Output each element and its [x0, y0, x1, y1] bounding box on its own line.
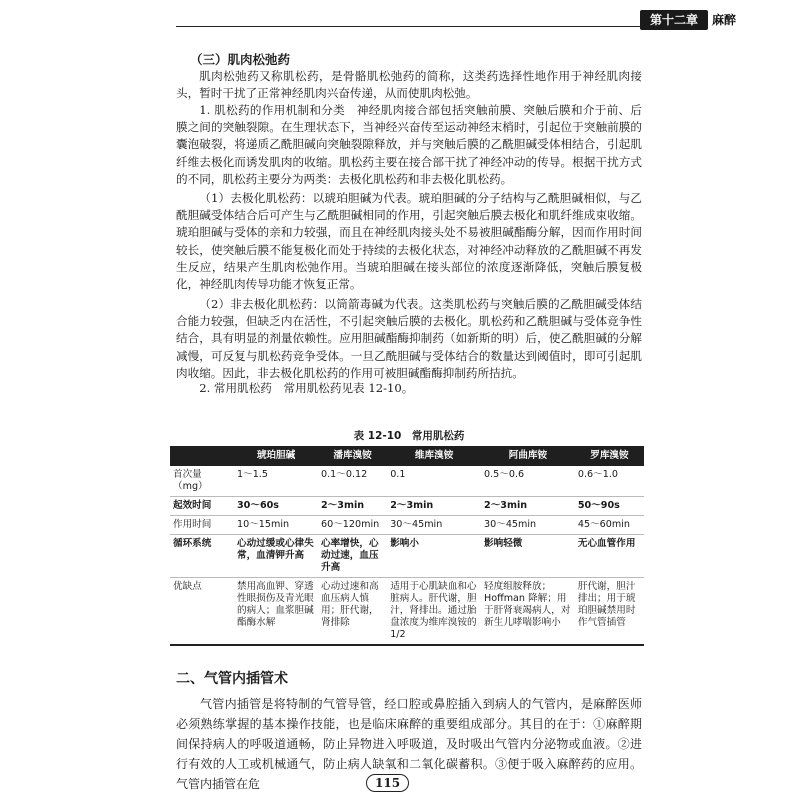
table-cell: 30～45min	[481, 516, 575, 535]
table-row	[170, 497, 644, 516]
row-label: 作用时间	[170, 516, 234, 535]
table-header-cell: 罗库溴铵	[575, 446, 644, 466]
table-cell: 45～60min	[575, 516, 644, 535]
table-cell: 0.6～1.0	[575, 466, 644, 497]
table-cell: 心率增快，心动过速，血压升高	[318, 535, 387, 578]
table-row	[170, 535, 644, 578]
section-title: （三）肌肉松弛药	[190, 52, 291, 67]
intubation-heading: 二、气管内插管术	[176, 671, 288, 687]
table-row	[170, 516, 644, 535]
table-cell: 50～90s	[575, 497, 644, 516]
table-row	[170, 466, 644, 497]
table-cell: 轻度组胺释放；Hoffman 降解；用于肝肾衰竭病人，对新生儿哮喘影响小	[481, 578, 575, 646]
row-label: 循环系统	[170, 535, 234, 578]
intubation-paragraph: 气管内插管是将特制的气管导管，经口腔或鼻腔插入到病人的气管内，是麻醉医师必须熟练掌握的基本操作技能，也是临床麻醉的重要组成部分。其目的在于：①麻醉期间保持病人的呼吸道通畅，防止异物进入呼吸道，及时吸出气管内分泌物或血液。②进行有效的人工或机械通气，防止病人缺氧和二氧化碳蓄积。③便于吸入麻醉药的应用。气管内插管在危	[176, 697, 642, 791]
table-cell: 影响小	[387, 535, 481, 578]
table-cell: 1～1.5	[234, 466, 318, 497]
table-cell: 2～3min	[387, 497, 481, 516]
table-header-cell	[170, 446, 234, 466]
table-cell: 0.1～0.12	[318, 466, 387, 497]
table-cell: 适用于心肌缺血和心脏病人。肝代谢，胆汁，肾排出。通过胎盘浓度为维库溴铵的 1/2	[387, 578, 481, 646]
common-drugs-paragraph: 2. 常用肌松药 常用肌松药见表 12-10。	[199, 381, 414, 395]
table-row	[170, 578, 644, 646]
table-cell: 2～3min	[318, 497, 387, 516]
chapter-tag: 第十二章	[640, 10, 708, 30]
row-label: 起效时间	[170, 497, 234, 516]
table-header-cell: 维库溴铵	[387, 446, 481, 466]
depolarizing-paragraph: （1）去极化肌松药：以琥珀胆碱为代表。琥珀胆碱的分子结构与乙酰胆碱相似，与乙酰胆碱受体结合后可产生与乙酰胆碱相同的作用，引起突触后膜去极化和肌纤维成束收缩。琥珀胆碱与受体的亲和力较强，而且在神经肌肉接头处不易被胆碱酯酶分解，因而作用时间较长，使突触后膜不能复极化而处于持续的去极化状态，对神经冲动释放的乙酰胆碱不再发生反应，结果产生肌肉松弛作用。当琥珀胆碱在接头部位的浓度逐渐降低，突触后膜复极化，神经肌肉传导功能才恢复正常。	[176, 191, 642, 292]
table-cell: 30～60s	[234, 497, 318, 516]
row-label: 首次量（mg）	[170, 466, 234, 497]
table-cell: 肝代谢，胆汁排出；用于琥珀胆碱禁用时作气管插管	[575, 578, 644, 646]
intro-paragraph: 肌肉松弛药又称肌松药，是骨骼肌松弛药的简称，这类药选择性地作用于神经肌肉接头，暂时干扰了正常神经肌肉兴奋传递，从而使肌肉松弛。	[176, 69, 642, 101]
table-header-cell: 潘库溴铵	[318, 446, 387, 466]
table-header-cell: 阿曲库铵	[481, 446, 575, 466]
row-label: 优缺点	[170, 578, 234, 646]
chapter-title: 麻醉	[712, 13, 737, 27]
muscle-relaxant-table	[170, 446, 644, 646]
table-cell: 0.5～0.6	[481, 466, 575, 497]
table-header-cell: 琥珀胆碱	[234, 446, 318, 466]
table-cell: 2～3min	[481, 497, 575, 516]
nondepolarizing-paragraph: （2）非去极化肌松药：以筒箭毒碱为代表。这类肌松药与突触后膜的乙酰胆碱受体结合能力较强，但缺乏内在活性，不引起突触后膜的去极化。肌松药和乙酰胆碱与受体竞争性结合，具有明显的剂量依赖性。应用胆碱酯酶抑制药（如新斯的明）后，使乙酰胆碱的分解减慢，可反复与肌松药竞争受体。一旦乙酰胆碱与受体结合的数量达到阈值时，即可引起肌肉收缩。因此，非去极化肌松药的作用可被胆碱酯酶抑制药所拮抗。	[176, 297, 642, 380]
table-caption: 表 12-10 常用肌松药	[353, 430, 465, 442]
table-cell: 60～120min	[318, 516, 387, 535]
table-cell: 禁用高血钾、穿透性眼损伤及青光眼的病人；血浆胆碱酯酶水解	[234, 578, 318, 646]
table-cell: 心动过速和高血压病人慎用；肝代谢，肾排除	[318, 578, 387, 646]
page-number: 115	[366, 774, 409, 792]
table-cell: 30～45min	[387, 516, 481, 535]
table-cell: 影响轻微	[481, 535, 575, 578]
table-cell: 无心血管作用	[575, 535, 644, 578]
table-cell: 心动过缓或心律失常，血清钾升高	[234, 535, 318, 578]
table-header-row	[170, 446, 644, 466]
table-cell: 10～15min	[234, 516, 318, 535]
header-rule	[176, 26, 642, 27]
table-cell: 0.1	[387, 466, 481, 497]
mechanism-paragraph: 1. 肌松药的作用机制和分类 神经肌肉接合部包括突触前膜、突触后膜和介于前、后膜之间的突触裂隙。在生理状态下，当神经兴奋传至运动神经末梢时，引起位于突触前膜的囊泡破裂，将递质乙酰胆碱向突触裂隙释放，并与突触后膜的乙酰胆碱受体相结合，引起肌纤维去极化而诱发肌肉的收缩。肌松药主要在接合部干扰了神经冲动的传导。根据干扰方式的不同，肌松药主要分为两类：去极化肌松药和非去极化肌松药。	[176, 103, 642, 186]
